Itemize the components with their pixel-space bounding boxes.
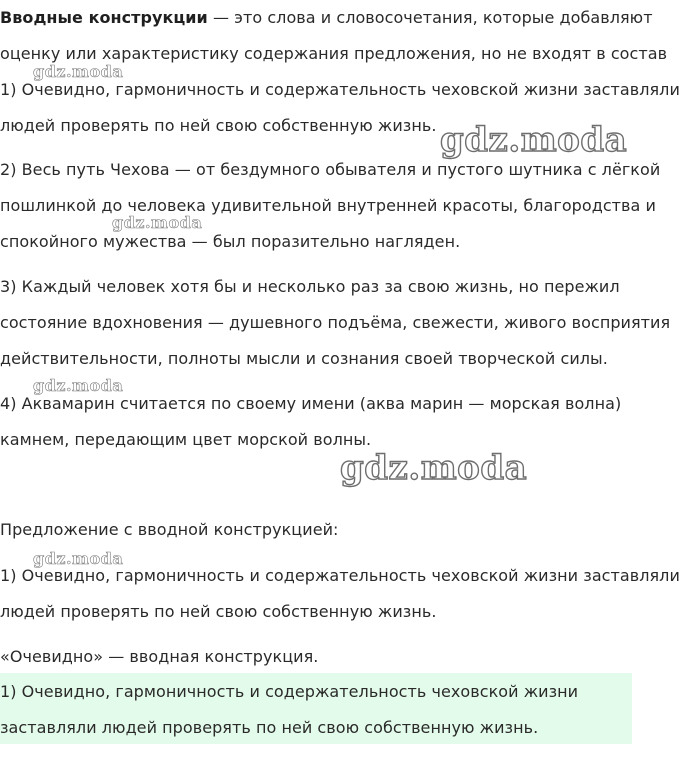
- sentence-2-line-1: 2) Весь путь Чехова — от бездумного обывателя и пустого шутника с лёгкой: [0, 160, 661, 179]
- sentence-2-line-3: спокойного мужества — был поразительно нагляден.: [0, 232, 461, 251]
- watermark-logo: gdz.moda: [33, 62, 124, 81]
- sentence-4-line-2: камнем, передающим цвет морской волны.: [0, 430, 372, 449]
- sentence-3-line-2: состояние вдохновения — душевного подъёма, свежести, живого восприятия: [0, 313, 671, 332]
- answer-sentence-line-2: людей проверять по ней свою собственную жизнь.: [0, 602, 437, 621]
- definition-line-2: оценку или характеристику содержания предложения, но не входят в состав: [0, 44, 668, 63]
- answer-note: «Очевидно» — вводная конструкция.: [0, 647, 319, 666]
- answer-heading: Предложение с вводной конструкцией:: [0, 520, 339, 539]
- definition-line-1: [0, 8, 653, 28]
- watermark-logo: gdz.moda: [33, 549, 124, 568]
- watermark-logo: gdz.moda: [440, 120, 628, 160]
- sentence-1-line-1: 1) Очевидно, гармоничность и содержательность чеховской жизни заставляли: [0, 80, 680, 99]
- sentence-3-line-3: действительности, полноты мысли и сознания своей творческой силы.: [0, 349, 608, 368]
- definition-text-1: — это слова и словосочетания, которые добавляют: [207, 8, 653, 27]
- watermark-logo: gdz.moda: [33, 376, 124, 395]
- watermark-logo: gdz.moda: [340, 448, 528, 488]
- definition-term: Вводные конструкции: [0, 8, 208, 27]
- sentence-3-line-1: 3) Каждый человек хотя бы и несколько раз за свою жизнь, но пережил: [0, 277, 620, 296]
- watermark-logo: gdz.moda: [112, 213, 203, 232]
- sentence-2-line-2: пошлинкой до человека удивительной внутренней красоты, благородства и: [0, 196, 656, 215]
- answer-sentence-line-1: 1) Очевидно, гармоничность и содержательность чеховской жизни заставляли: [0, 566, 680, 585]
- highlighted-line-1: 1) Очевидно, гармоничность и содержательность чеховской жизни: [0, 682, 579, 701]
- highlighted-line-2: заставляли людей проверять по ней свою собственную жизнь.: [0, 718, 539, 737]
- sentence-1-line-2: людей проверять по ней свою собственную жизнь.: [0, 116, 437, 135]
- sentence-4-line-1: 4) Аквамарин считается по своему имени (аква марин — морская волна): [0, 394, 622, 413]
